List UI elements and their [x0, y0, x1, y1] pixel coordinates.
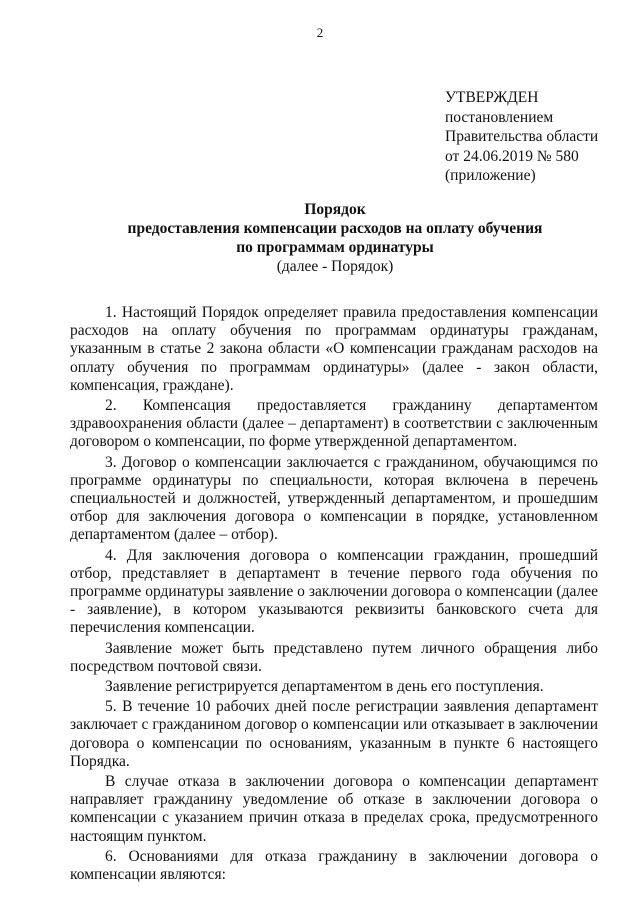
page-number: 2 [316, 25, 324, 40]
title-subtitle: (далее - Порядок) [276, 258, 394, 275]
title-line: предоставления компенсации расходов на оплату обучения [127, 220, 543, 237]
paragraph: 5. В течение 10 рабочих дней после регистрации заявления департамент заключает с гражданином договор о компенсации или отказывает в заключении договора о компенсации по основаниям, указанным в пункте 6 настоящего Порядка. [70, 698, 598, 770]
approval-stamp [445, 88, 598, 186]
document-body [70, 304, 598, 886]
title-line: Порядок [304, 201, 366, 218]
paragraph: Заявление может быть представлено путем личного обращения либо посредством почтовой связи. [70, 639, 598, 675]
approval-line: Правительства области [445, 128, 599, 145]
paragraph: 6. Основаниями для отказа гражданину в заключении договора о компенсации являются: [70, 847, 598, 884]
paragraph: 3. Договор о компенсации заключается с гражданином, обучающимся по программе ординатуры по специальности, которая включена в перечень специальностей и должностей, утвержденный департаментом, и прошедшим отбор для заключения договора о компенсации в порядке, установленном департаментом (далее – отбор). [70, 453, 598, 544]
approval-line: постановлением [445, 108, 554, 126]
paragraph: 1. Настоящий Порядок определяет правила предоставления компенсации расходов на оплату обучения по программам ординатуры гражданам, указанным в статье 2 закона области «О компенсации гражданам расходов на оплату обучения по программам ординатуры» (далее - закон области, компенсация, граждане). [70, 304, 598, 394]
approval-line: (приложение) [445, 167, 536, 184]
approval-heading: УТВЕРЖДЕН [445, 89, 539, 106]
paragraph: Заявление регистрируется департаментом в день его поступления. [105, 678, 544, 696]
paragraph: 4. Для заключения договора о компенсации гражданин, прошедший отбор, представляет в департамент в течение первого года обучения по программе ординатуры заявление о заключении договора о компенсации (далее - заявление), в котором указываются реквизиты банковского счета для перечисления компенсации. [70, 546, 598, 637]
document-title [70, 200, 600, 276]
title-line: по программам ординатуры [236, 239, 434, 256]
paragraph: 2. Компенсация предоставляется гражданину департаментом здравоохранения области (далее – департамент) в соответствии с заключенным договором о компенсации, по форме утвержденной департаментом. [70, 397, 598, 451]
paragraph: В случае отказа в заключении договора о компенсации департамент направляет гражданину уведомление об отказе в заключении договора о компенсации с указанием причин отказа в пределах срока, предусмотренного настоящим пунктом. [70, 773, 598, 845]
approval-date-number: от 24.06.2019 № 580 [445, 147, 579, 165]
